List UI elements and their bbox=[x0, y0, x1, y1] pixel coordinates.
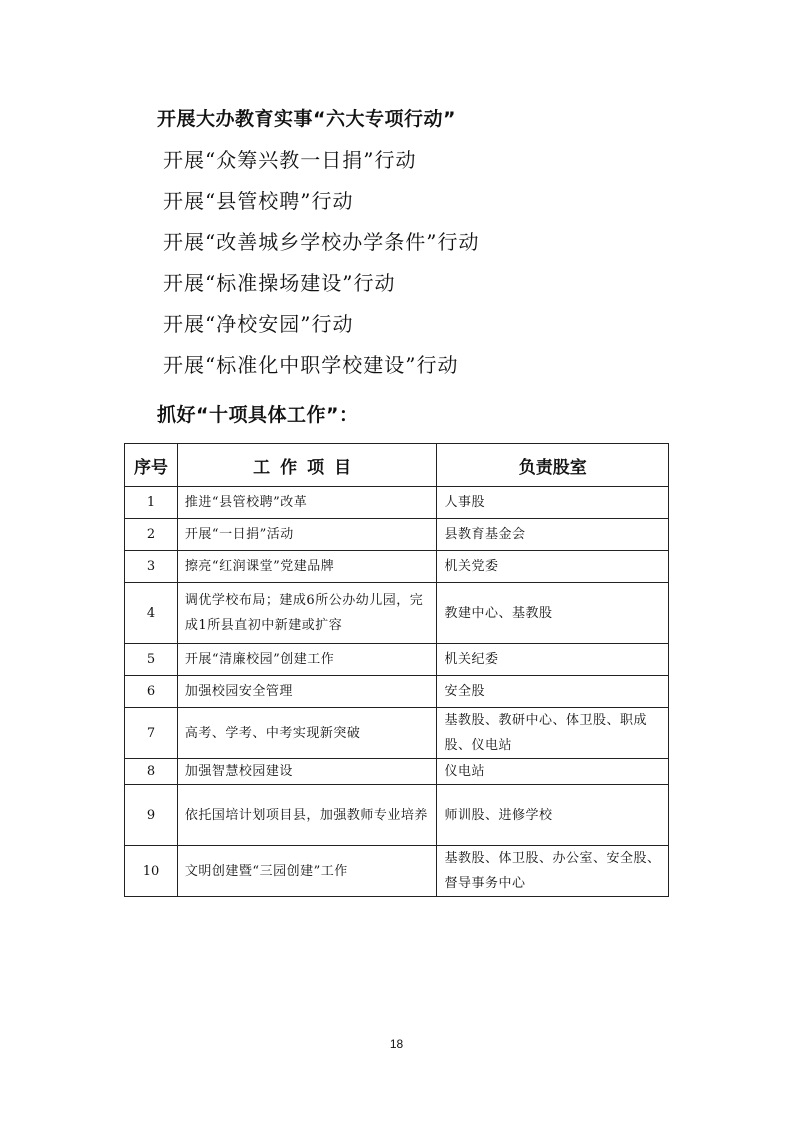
table-row bbox=[125, 708, 669, 759]
row-number: 9 bbox=[125, 785, 178, 846]
page-number: 18 bbox=[389, 1037, 404, 1051]
action-item: 开展“标准化中职学校建设”行动 bbox=[163, 353, 459, 377]
row-number: 6 bbox=[125, 676, 178, 708]
action-item: 开展“标准操场建设”行动 bbox=[163, 271, 396, 295]
row-item: 高考、学考、中考实现新突破 bbox=[177, 708, 437, 759]
row-item: 依托国培计划项目县，加强教师专业培养 bbox=[177, 785, 437, 846]
table-row bbox=[125, 583, 669, 644]
row-item: 开展“清廉校园”创建工作 bbox=[177, 644, 437, 676]
tasks-table bbox=[124, 443, 669, 897]
table-row bbox=[125, 846, 669, 897]
action-item: 开展“净校安园”行动 bbox=[163, 312, 354, 336]
header-item: 工作项目 bbox=[177, 444, 437, 487]
table-row bbox=[125, 676, 669, 708]
row-item: 文明创建暨“三园创建”工作 bbox=[177, 846, 437, 897]
row-item: 加强校园安全管理 bbox=[177, 676, 437, 708]
table-row bbox=[125, 644, 669, 676]
row-number: 10 bbox=[125, 846, 178, 897]
action-list bbox=[163, 148, 479, 394]
row-dept: 基教股、教研中心、体卫股、职成股、仪电站 bbox=[437, 708, 669, 759]
table-header-row bbox=[125, 444, 669, 487]
table-row bbox=[125, 759, 669, 785]
table-row bbox=[125, 551, 669, 583]
row-number: 3 bbox=[125, 551, 178, 583]
row-dept: 县教育基金会 bbox=[437, 519, 669, 551]
tasks-heading: 抓好“十项具体工作”： bbox=[157, 404, 359, 426]
row-dept: 人事股 bbox=[437, 487, 669, 519]
section-heading: 开展大办教育实事“六大专项行动” bbox=[157, 108, 456, 130]
row-item: 开展“一日捐”活动 bbox=[177, 519, 437, 551]
row-dept: 教建中心、基教股 bbox=[437, 583, 669, 644]
row-dept: 基教股、体卫股、办公室、安全股、督导事务中心 bbox=[437, 846, 669, 897]
row-item: 加强智慧校园建设 bbox=[177, 759, 437, 785]
row-number: 5 bbox=[125, 644, 178, 676]
action-item: 开展“县管校聘”行动 bbox=[163, 189, 354, 213]
action-item: 开展“众筹兴教一日捐”行动 bbox=[163, 148, 417, 172]
row-number: 4 bbox=[125, 583, 178, 644]
row-item: 推进“县管校聘”改革 bbox=[177, 487, 437, 519]
row-item: 调优学校布局；建成6所公办幼儿园，完成1所县直初中新建或扩容 bbox=[177, 583, 437, 644]
table-row bbox=[125, 487, 669, 519]
table-row bbox=[125, 785, 669, 846]
row-dept: 机关党委 bbox=[437, 551, 669, 583]
row-number: 1 bbox=[125, 487, 178, 519]
row-dept: 仪电站 bbox=[437, 759, 669, 785]
row-item: 擦亮“红润课堂”党建品牌 bbox=[177, 551, 437, 583]
row-dept: 师训股、进修学校 bbox=[437, 785, 669, 846]
row-number: 2 bbox=[125, 519, 178, 551]
header-number: 序号 bbox=[125, 444, 178, 487]
row-dept: 机关纪委 bbox=[437, 644, 669, 676]
row-number: 8 bbox=[125, 759, 178, 785]
header-dept: 负责股室 bbox=[437, 444, 669, 487]
action-item: 开展“改善城乡学校办学条件”行动 bbox=[163, 230, 480, 254]
row-dept: 安全股 bbox=[437, 676, 669, 708]
row-number: 7 bbox=[125, 708, 178, 759]
table-row bbox=[125, 519, 669, 551]
